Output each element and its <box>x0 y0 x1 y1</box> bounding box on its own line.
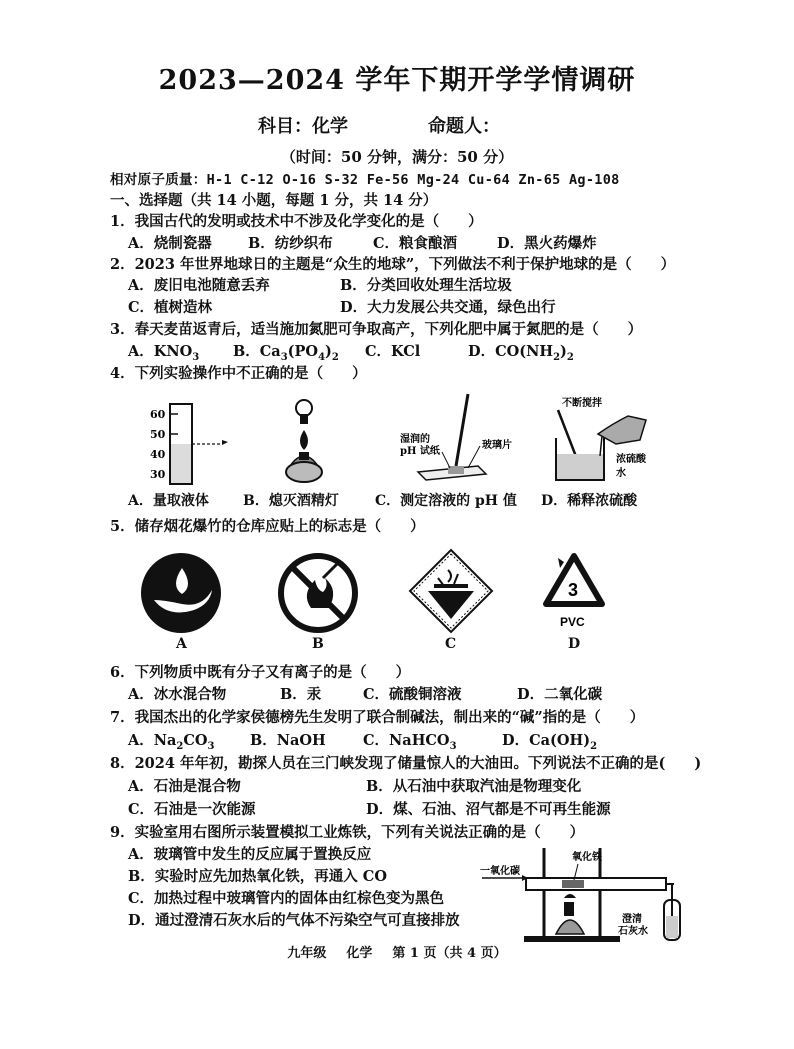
subscript: 4 <box>318 351 326 363</box>
glass-slide-label: 玻璃片 <box>482 440 512 451</box>
q2-option-d[interactable]: D．大力发展公共交通，绿色出行 <box>340 299 556 316</box>
ph-test-figure <box>398 392 512 487</box>
q9-option-a[interactable]: A．玻璃管中发生的反应属于置换反应 <box>128 846 372 863</box>
ph-label-1: 湿润的 <box>400 434 430 445</box>
water-label: 水 <box>616 468 626 479</box>
subscript: 2 <box>553 351 561 363</box>
subscript: 2 <box>331 351 339 363</box>
q6-option-a[interactable]: A．冰水混合物 <box>128 686 227 703</box>
q3-option-a[interactable] <box>128 340 199 363</box>
q7-option-a-text: A．Na <box>128 732 177 749</box>
q3-option-b-text: B．Ca <box>233 343 281 360</box>
footer-subject: 化学 <box>346 946 373 961</box>
co-label: 一氧化碳 <box>480 866 520 877</box>
question-7-stem: 7．我国杰出的化学家侯德榜先生发明了联合制碱法，制出来的“碱”指的是（ ） <box>110 709 645 726</box>
q1-option-a[interactable]: A．烧制瓷器 <box>128 235 212 252</box>
iron-smelting-apparatus <box>478 838 688 946</box>
tick-60: 60 <box>150 408 166 421</box>
recycle-number: 3 <box>568 580 579 600</box>
q6-option-d[interactable]: D．二氧化碳 <box>517 686 603 703</box>
subscript: 3 <box>449 740 457 752</box>
q3-option-b[interactable] <box>233 340 339 363</box>
section-heading: 一、选择题（共 14 小题，每题 1 分，共 14 分） <box>110 192 438 209</box>
dilute-acid-figure <box>548 394 668 489</box>
question-5-stem: 5．储存烟花爆竹的仓库应贴上的标志是（ ） <box>110 518 425 535</box>
q6-option-b[interactable]: B．汞 <box>280 686 322 703</box>
tick-50: 50 <box>150 428 166 441</box>
tick-30: 30 <box>150 468 166 481</box>
pvc-label: PVC <box>560 615 585 629</box>
subscript: 2 <box>566 351 574 363</box>
q7-option-c[interactable] <box>363 729 457 752</box>
question-2-stem: 2．2023 年世界地球日的主题是“众生的地球”，下列做法不利于保护地球的是（ ） <box>110 256 676 273</box>
no-fire-sign-icon <box>277 552 359 634</box>
question-1-stem: 1．我国古代的发明或技术中不涉及化学变化的是（ ） <box>110 213 483 230</box>
stir-label: 不断搅拌 <box>562 398 602 409</box>
q4-option-c[interactable]: C．测定溶液的 pH 值 <box>375 493 517 509</box>
q3-option-d[interactable] <box>468 340 574 363</box>
q2-option-c[interactable]: C．植树造林 <box>128 299 213 316</box>
q2-option-a[interactable]: A．废旧电池随意丢弃 <box>128 277 270 294</box>
q3-option-b-text2: (PO <box>287 343 319 360</box>
lime-label-2: 石灰水 <box>618 926 648 937</box>
fe2o3-label: 氧化铁 <box>572 852 602 863</box>
atomic-masses: 相对原子质量：H-1 C-12 O-16 S-32 Fe-56 Mg-24 Cu-64 Zn-65 Ag-108 <box>110 172 620 188</box>
subscript: 3 <box>207 740 215 752</box>
footer-page: 第 1 页（共 4 页） <box>392 946 507 961</box>
q3-option-c[interactable]: C．KCl <box>365 343 421 360</box>
sign-water-icon <box>140 552 222 634</box>
subscript: 3 <box>192 351 200 363</box>
subscript: 3 <box>280 351 288 363</box>
q3-option-a-text: A．KNO <box>128 343 193 360</box>
sign-a-label[interactable]: A <box>176 636 187 652</box>
question-4-stem: 4．下列实验操作中不正确的是（ ） <box>110 365 367 382</box>
q3-option-b-text3: ) <box>325 343 332 360</box>
q4-option-d[interactable]: D．稀释浓硫酸 <box>541 493 638 509</box>
tick-40: 40 <box>150 448 166 461</box>
q4-option-a[interactable]: A．量取液体 <box>128 493 209 509</box>
q8-option-a[interactable]: A．石油是混合物 <box>128 778 241 795</box>
q3-option-d-text2: ) <box>560 343 567 360</box>
q7-option-a[interactable] <box>128 729 215 752</box>
q8-option-b[interactable]: B．从石油中获取汽油是物理变化 <box>366 778 582 795</box>
q1-option-d[interactable]: D．黑火药爆炸 <box>497 235 597 252</box>
page-title: 2023—2024 学年下期开学学情调研 <box>158 65 636 96</box>
author-label: 命题人： <box>428 116 500 137</box>
page-footer <box>0 942 794 961</box>
subject-label: 科目：化学 <box>258 116 348 137</box>
question-6-stem: 6．下列物质中既有分子又有离子的是（ ） <box>110 664 411 681</box>
q7-option-c-text: C．NaHCO <box>363 732 450 749</box>
q7-option-d[interactable] <box>502 729 597 752</box>
q8-option-c[interactable]: C．石油是一次能源 <box>128 801 256 818</box>
acid-label: 浓硫酸 <box>616 454 646 465</box>
q1-option-c[interactable]: C．粮食酿酒 <box>373 235 458 252</box>
q2-option-b[interactable]: B．分类回收处理生活垃圾 <box>340 277 512 294</box>
q4-option-b[interactable]: B．熄灭酒精灯 <box>243 493 339 509</box>
q7-option-b[interactable]: B．NaOH <box>250 732 326 749</box>
footer-grade: 九年级 <box>287 946 327 961</box>
sign-d-label[interactable]: D <box>568 636 581 652</box>
alcohol-lamp-figure <box>278 396 338 488</box>
subscript: 2 <box>590 740 598 752</box>
question-8-stem: 8．2024 年年初，勘探人员在三门峡发现了储量惊人的大油田。下列说法不正确的是( ) <box>110 755 702 772</box>
sign-b-label[interactable]: B <box>312 636 324 652</box>
q9-option-d[interactable]: D．通过澄清石灰水后的气体不污染空气可直接排放 <box>128 912 460 929</box>
question-9-stem: 9．实验室用右图所示装置模拟工业炼铁，下列有关说法正确的是（ ） <box>110 824 585 841</box>
q7-option-a-text2: CO <box>183 732 208 749</box>
lime-label-1: 澄清 <box>622 914 642 925</box>
q8-option-d[interactable]: D．煤、石油、沼气都是不可再生能源 <box>366 801 611 818</box>
q7-option-d-text: D．Ca(OH) <box>502 732 591 749</box>
graduated-cylinder-figure <box>150 400 240 490</box>
sign-c-label[interactable]: C <box>445 636 457 652</box>
q6-option-c[interactable]: C．硫酸铜溶液 <box>363 686 462 703</box>
subscript: 2 <box>176 740 184 752</box>
corrosive-sign-icon <box>408 548 494 634</box>
time-info: （时间：50 分钟，满分：50 分） <box>280 148 514 166</box>
ph-label-2: pH 试纸 <box>400 446 440 457</box>
q9-option-c[interactable]: C．加热过程中玻璃管内的固体由红棕色变为黑色 <box>128 890 445 907</box>
q1-option-b[interactable]: B．纺纱织布 <box>248 235 333 252</box>
q3-option-d-text: D．CO(NH <box>468 343 554 360</box>
recycle-pvc-icon <box>534 550 614 636</box>
q9-option-b[interactable]: B．实验时应先加热氧化铁，再通入 CO <box>128 868 387 885</box>
question-3-stem: 3．春天麦苗返青后，适当施加氮肥可争取高产，下列化肥中属于氮肥的是（ ） <box>110 321 643 338</box>
